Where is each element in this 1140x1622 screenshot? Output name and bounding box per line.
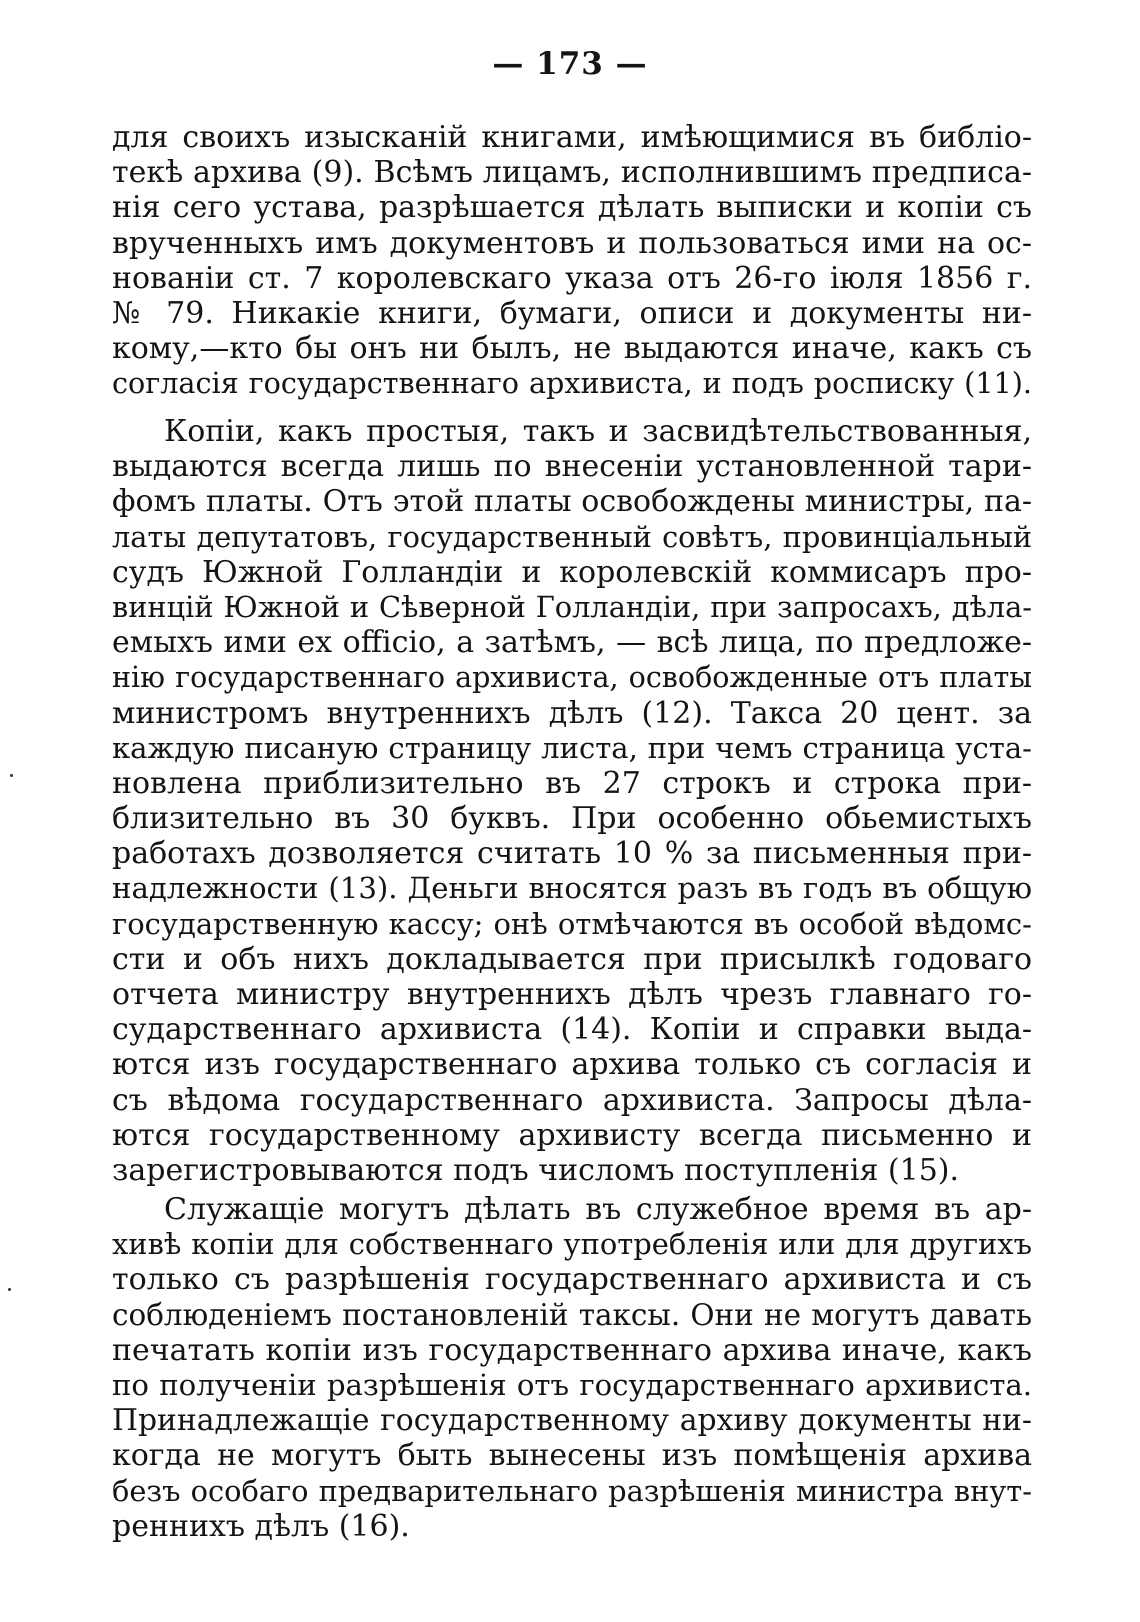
text-line: работахъ дозволяется считать 10 % за письменныя при- bbox=[112, 836, 1032, 872]
text-line: отчета министру внутреннихъ дѣлъ чрезъ главнаго го- bbox=[112, 977, 1032, 1012]
scan-speck bbox=[8, 1288, 11, 1291]
text-line: реннихъ дѣлъ (16). bbox=[112, 1508, 410, 1544]
text-line: когда не могутъ быть вынесены изъ помѣщенія архива bbox=[112, 1438, 1032, 1474]
text-line: сти и объ нихъ докладывается при присылкѣ годоваго bbox=[112, 941, 1032, 977]
scan-speck bbox=[10, 774, 13, 777]
text-line: сударственнаго архивиста (14). Копіи и справки выда- bbox=[112, 1012, 1032, 1048]
text-line: фомъ платы. Отъ этой платы освобождены министры, па- bbox=[112, 484, 1032, 520]
text-line: соблюденіемъ постановленій таксы. Они не могутъ давать bbox=[112, 1297, 1032, 1332]
text-line: Копіи, какъ простыя, такъ и засвидѣтельствованныя, bbox=[164, 414, 1032, 449]
text-line: хивѣ копіи для собственнаго употребленія или для другихъ bbox=[112, 1227, 1032, 1262]
text-line: № 79. Никакіе книги, бумаги, описи и документы ни- bbox=[112, 295, 1032, 331]
page-number: — 173 — bbox=[492, 46, 648, 82]
text-line: новлена приблизительно въ 27 строкъ и строка при- bbox=[112, 765, 1032, 801]
text-line: Служащіе могутъ дѣлать въ служебное время въ ар- bbox=[164, 1192, 1032, 1227]
text-line: ются государственному архивисту всегда письменно и bbox=[112, 1117, 1032, 1153]
text-line: текѣ архива (9). Всѣмъ лицамъ, исполнившимъ предписа- bbox=[112, 155, 1032, 191]
text-line: по полученіи разрѣшенія отъ государственнаго архивиста. bbox=[112, 1367, 1032, 1402]
text-line: латы депутатовъ, государственный совѣтъ, провинціальный bbox=[112, 519, 1032, 554]
text-line: врученныхъ имъ документовъ и пользоваться ими на ос- bbox=[112, 225, 1032, 261]
text-line: выдаются всегда лишь по внесеніи установленной тари- bbox=[112, 449, 1032, 485]
text-line: емыхъ ими ex officio, а затѣмъ, — всѣ лица, по предложе- bbox=[112, 625, 1032, 661]
paragraph-3 bbox=[112, 1192, 1032, 1544]
text-line: печатать копіи изъ государственнаго архива иначе, какъ bbox=[112, 1332, 1032, 1368]
text-line: близительно въ 30 буквъ. При особенно обьемистыхъ bbox=[112, 801, 1032, 837]
text-line: кому,—кто бы онъ ни былъ, не выдаются иначе, какъ съ bbox=[112, 331, 1032, 367]
text-line: безъ особаго предварительнаго разрѣшенія министра внут- bbox=[112, 1473, 1032, 1508]
text-line: ются изъ государственнаго архива только съ согласія и bbox=[112, 1047, 1032, 1083]
text-line: съ вѣдома государственнаго архивиста. Запросы дѣла- bbox=[112, 1082, 1032, 1118]
text-line: нія сего устава, разрѣшается дѣлать выписки и копіи съ bbox=[112, 190, 1032, 226]
paragraph-1 bbox=[112, 120, 1032, 402]
text-line: зарегистровываются подъ числомъ поступленія (15). bbox=[112, 1152, 960, 1188]
text-line: только съ разрѣшенія государственнаго архивиста и съ bbox=[112, 1262, 1032, 1298]
text-line: винцій Южной и Сѣверной Голландіи, при запросахъ, дѣла- bbox=[112, 589, 1032, 624]
text-line: нію государственнаго архивиста, освобожденные отъ платы bbox=[112, 660, 1032, 695]
text-line: для своихъ изысканій книгами, имѣющимися въ библіо- bbox=[112, 120, 1032, 155]
paragraph-2 bbox=[112, 414, 1032, 1188]
text-line: согласія государственнаго архивиста, и подъ росписку (11). bbox=[112, 366, 1032, 401]
text-line: министромъ внутреннихъ дѣлъ (12). Такса 20 цент. за bbox=[112, 695, 1032, 731]
text-line: государственную кассу; онѣ отмѣчаются въ особой вѣдомс- bbox=[112, 906, 1032, 941]
text-line: Принадлежащіе государственному архиву документы ни- bbox=[112, 1403, 1032, 1439]
text-line: каждую писаную страницу листа, при чемъ страница уста- bbox=[112, 730, 1032, 765]
text-line: нованіи ст. 7 королевскаго указа отъ 26-го іюля 1856 г. bbox=[112, 260, 1032, 296]
text-line: судъ Южной Голландіи и королевскій коммисаръ про- bbox=[112, 554, 1032, 590]
text-line: надлежности (13). Деньги вносятся разъ въ годъ въ общую bbox=[112, 871, 1032, 906]
